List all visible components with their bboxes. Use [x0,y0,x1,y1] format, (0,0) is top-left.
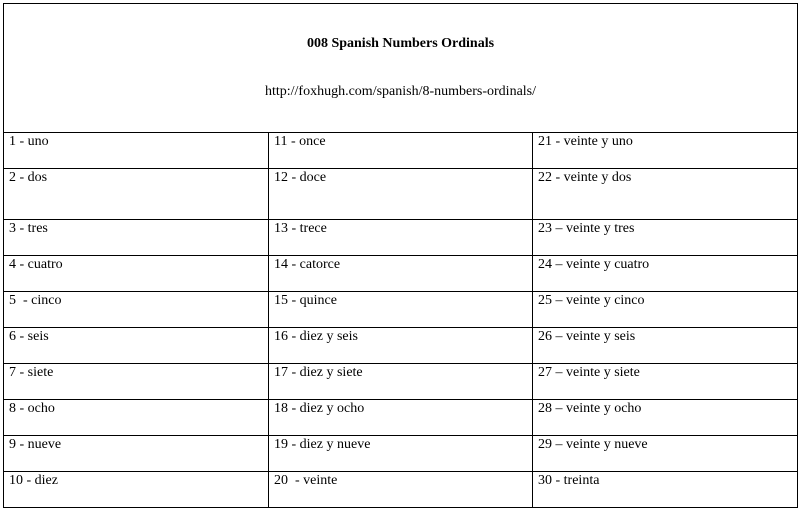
table-cell: 18 - diez y ocho [269,400,533,436]
table-cell: 21 - veinte y uno [533,133,798,169]
table-cell: 15 - quince [269,292,533,328]
numbers-table [3,3,798,508]
table-row [4,364,798,400]
table-row [4,169,798,220]
table-cell: 4 - cuatro [4,256,269,292]
table-cell: 29 – veinte y nueve [533,436,798,472]
table-cell: 2 - dos [4,169,269,220]
table-cell: 24 – veinte y cuatro [533,256,798,292]
page-title: 008 Spanish Numbers Ordinals [306,36,495,51]
table-cell: 10 - diez [4,472,269,508]
table-cell: 7 - siete [4,364,269,400]
table-cell: 5 - cinco [4,292,269,328]
table-cell: 22 - veinte y dos [533,169,798,220]
table-cell: 13 - trece [269,220,533,256]
table-row [4,220,798,256]
table-cell: 1 - uno [4,133,269,169]
table-row [4,256,798,292]
table-cell: 6 - seis [4,328,269,364]
table-row [4,472,798,508]
table-row [4,400,798,436]
table-cell: 27 – veinte y siete [533,364,798,400]
table-row [4,133,798,169]
table-cell: 9 - nueve [4,436,269,472]
source-url: http://foxhugh.com/spanish/8-numbers-ordinals/ [264,84,537,99]
table-cell: 3 - tres [4,220,269,256]
table-cell: 25 – veinte y cinco [533,292,798,328]
table-cell: 26 – veinte y seis [533,328,798,364]
table-row [4,292,798,328]
table-header [4,4,798,133]
table-cell: 17 - diez y siete [269,364,533,400]
table-cell: 30 - treinta [533,472,798,508]
table-cell: 19 - diez y nueve [269,436,533,472]
table-cell: 11 - once [269,133,533,169]
table-row [4,328,798,364]
table-cell: 28 – veinte y ocho [533,400,798,436]
table-cell: 12 - doce [269,169,533,220]
table-cell: 23 – veinte y tres [533,220,798,256]
table-cell: 20 - veinte [269,472,533,508]
table-cell: 16 - diez y seis [269,328,533,364]
table-cell: 8 - ocho [4,400,269,436]
table-cell: 14 - catorce [269,256,533,292]
table-row [4,436,798,472]
